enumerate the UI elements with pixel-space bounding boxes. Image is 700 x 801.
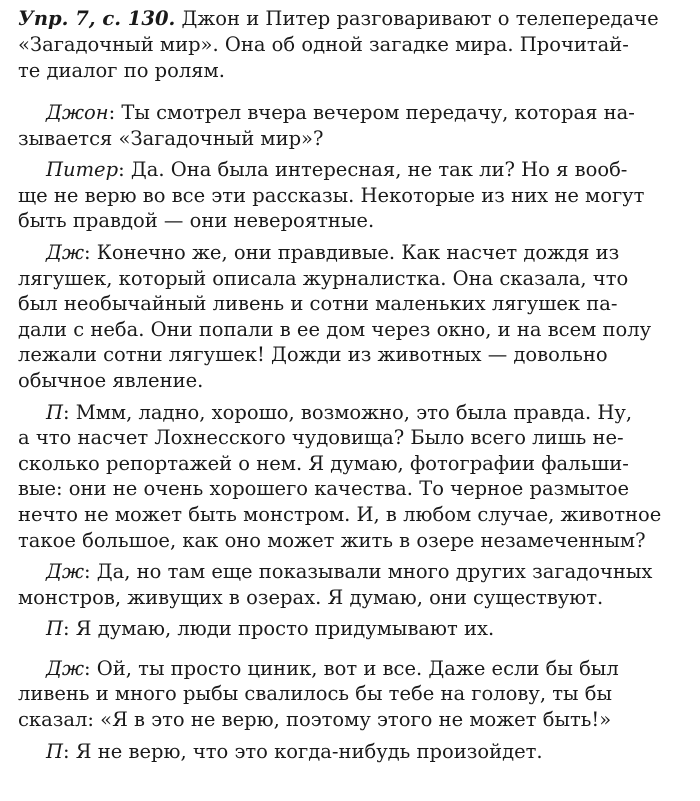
exercise-label: Упр. 7, с. 130. <box>18 7 176 30</box>
dialogue-line: сколько репортажей о нем. Я думаю, фотографии фальши- <box>18 451 629 475</box>
paragraph-gap <box>18 648 686 656</box>
intro-line: «Загадочный мир». Она об одной загадке мира. Прочитай- <box>18 33 629 56</box>
exercise-intro <box>18 6 686 84</box>
speaker-name: Дж <box>46 240 85 264</box>
dialogue-line: П: Ммм, ладно, хорошо, возможно, это была правда. Ну, <box>46 400 633 424</box>
dialogue-line: сказал: «Я в это не верю, поэтому этого не может быть!» <box>18 708 612 732</box>
dialogue-turn <box>18 616 686 642</box>
dialogue-turn <box>18 559 686 610</box>
dialogue-line: ще не верю во все эти рассказы. Некоторые из них не могут <box>18 183 645 207</box>
intro-line: Джон и Питер разговаривают о телепередаче <box>175 7 659 30</box>
dialogue-line: лежали сотни лягушек! Дожди из животных — довольно <box>18 343 608 367</box>
speaker-name: П <box>46 739 64 763</box>
dialogue-turn <box>18 656 686 733</box>
speaker-name: П <box>46 400 64 424</box>
dialogue-line: Питер: Да. Она была интересная, не так ли? Но я вооб- <box>46 158 628 182</box>
dialogue-turn <box>18 157 686 234</box>
dialogue-line: Дж: Да, но там еще показывали много других загадочных <box>46 560 653 584</box>
document-page <box>18 6 686 770</box>
speaker-name: Дж <box>46 560 85 584</box>
dialogue-line: зывается «Загадочный мир»? <box>18 126 324 150</box>
dialogue-line: монстров, живущих в озерах. Я думаю, они существуют. <box>18 585 604 609</box>
dialogue-line: П: Я думаю, люди просто придумывают их. <box>46 617 495 641</box>
dialogue-line: Дж: Ой, ты просто циник, вот и все. Даже если бы был <box>46 656 619 680</box>
dialogue-line: П: Я не верю, что это когда-нибудь произойдет. <box>46 739 543 763</box>
dialogue-line: а что насчет Лохнесского чудовища? Было всего лишь не- <box>18 426 624 450</box>
speaker-name: Джон <box>46 101 109 124</box>
dialogue-turn <box>18 400 686 554</box>
dialogue-turn <box>18 100 686 151</box>
intro-line: те диалог по ролям. <box>18 59 225 82</box>
dialogue-line: ливень и много рыбы свалилось бы тебе на голову, ты бы <box>18 682 612 706</box>
dialogue-line: обычное явление. <box>18 368 204 392</box>
dialogue-turn <box>18 240 686 394</box>
dialogue-turn <box>18 739 686 765</box>
dialogue-line: лягушек, который описала журналистка. Она сказала, что <box>18 266 629 290</box>
dialogue-line: был необычайный ливень и сотни маленьких лягушек па- <box>18 292 618 316</box>
dialogue-line: Джон: Ты смотрел вчера вечером передачу, которая на- <box>46 101 635 124</box>
speaker-name: Питер <box>46 158 119 182</box>
dialogue-line: дали с неба. Они попали в ее дом через окно, и на всем полу <box>18 317 652 341</box>
speaker-name: Дж <box>46 656 85 680</box>
speaker-name: П <box>46 617 64 641</box>
dialogue-line: нечто не может быть монстром. И, в любом случае, животное <box>18 502 662 526</box>
dialogue-line: такое большое, как оно может жить в озере незамеченным? <box>18 528 646 552</box>
dialogue-line: Дж: Конечно же, они правдивые. Как насчет дождя из <box>46 240 620 264</box>
dialogue-line: быть правдой — они невероятные. <box>18 209 375 233</box>
dialogue-line: вые: они не очень хорошего качества. То черное размытое <box>18 477 630 501</box>
